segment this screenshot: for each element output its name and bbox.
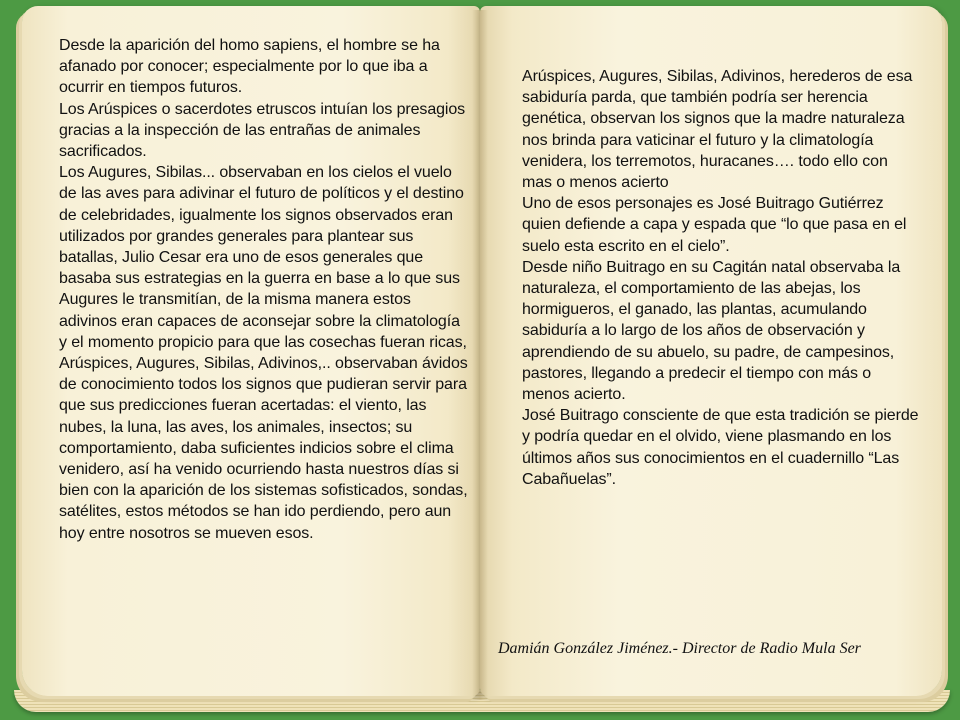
left-paragraph-3: Los Augures, Sibilas... observaban en los cielos el vuelo de las aves para adivinar el futuro de políticos y el destino de celebridades, igualmente los signos observados eran utilizados por grandes generales para plantear sus batallas, Julio Cesar era uno de esos generales que basaba sus estrategias en la guerra en base a lo que sus Augures le transmitían, de la misma manera estos adivinos eran capaces de aconsejar sobre la climatología y el momento propicio para que las cosechas fueran ricas, Arúspices, Augures, Sibilas, Adivinos,.. observaban ávidos de conocimiento todos los signos que pudieran servir para que sus predicciones fueran acertadas: el viento, las nubes, la luna, las aves, los animales, insectos; su comportamiento, daba suficientes indicios sobre el clima venidero, así ha venido ocurriendo hasta nuestros días si bien con la aparición de los sistemas sofisticados, sondas, satélites, estos métodos se han ido perdiendo, pero aun hoy entre nosotros se mueven esos. (59, 164, 468, 542)
right-paragraph-3: Desde niño Buitrago en su Cagitán natal observaba la naturaleza, el comportamiento de las abejas, los hormigueros, el ganado, las plantas, acumulando sabiduría a lo largo de los años de observación y aprendiendo de su abuelo, su padre, de campesinos, pastores, llegando a predecir el tiempo con más o menos acierto. (522, 258, 901, 404)
right-paragraph-4: José Buitrago consciente de que esta tradición se pierde y podría quedar en el olvido, viene plasmando en los últimos años sus conocimientos en el cuadernillo “Las Cabañuelas”. (522, 407, 919, 488)
left-page-text (59, 35, 471, 544)
left-paragraph-2: Los Arúspices o sacerdotes etruscos intuían los presagios gracias a la inspección de las entrañas de animales sacrificados. (59, 100, 466, 161)
book-spine (472, 10, 488, 700)
right-paragraph-1: Arúspices, Augures, Sibilas, Adivinos, herederos de esa sabiduría parda, que también podría ser herencia genética, observan los signos que la madre naturaleza nos brinda para vaticinar el futuro y la climatología venidera, los terremotos, huracanes…. todo ello con mas o menos acierto (522, 68, 913, 192)
right-page-text (522, 66, 922, 490)
right-paragraph-2: Uno de esos personajes es José Buitrago Gutiérrez quien defiende a capa y espada que “lo que pasa en el suelo esta escrito en el cielo”. (522, 195, 907, 255)
author-signature: Damián González Jiménez.- Director de Radio Mula Ser (498, 640, 861, 657)
left-paragraph-1: Desde la aparición del homo sapiens, el hombre se ha afanado por conocer; especialmente por lo que iba a ocurrir en tiempos futuros. (59, 37, 440, 97)
